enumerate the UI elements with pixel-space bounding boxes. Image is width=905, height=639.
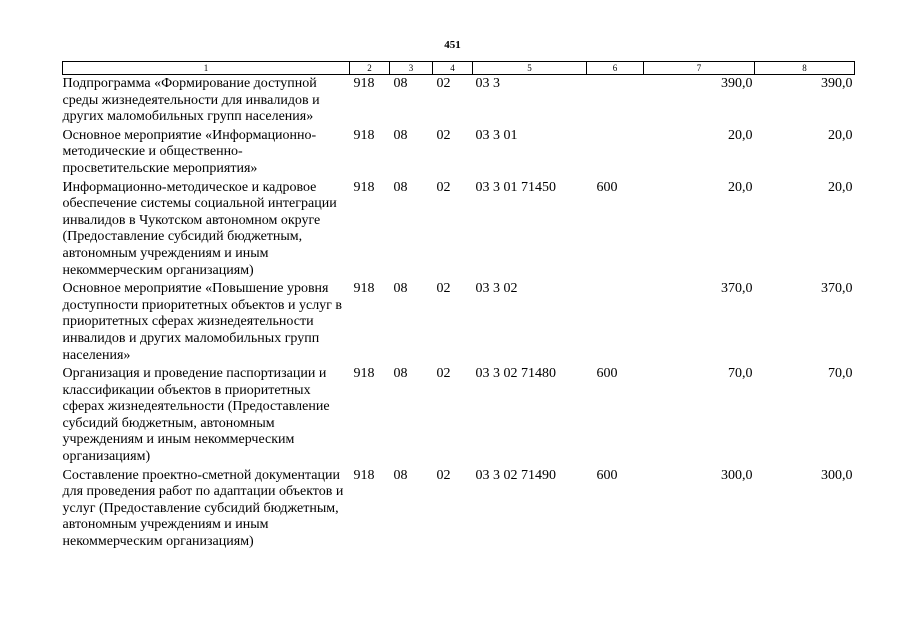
table-body <box>63 75 855 552</box>
row-amount-1: 370,0 <box>721 281 753 297</box>
column-header-5: 5 <box>473 62 587 75</box>
row-section-code: 08 <box>393 76 408 91</box>
row-section-code: 08 <box>393 281 408 297</box>
row-ministry-code: 918 <box>353 179 375 195</box>
row-subsection-code: 02 <box>436 281 451 297</box>
row-name: Подпрограмма «Формирование доступной среды жизнедеятельности для инвалидов и других маломобильных групп населения» <box>62 76 320 125</box>
row-subsection-code: 02 <box>436 76 451 91</box>
column-header-6: 6 <box>587 62 644 75</box>
row-amount-2: 70,0 <box>828 366 853 382</box>
table-row <box>63 127 855 179</box>
row-ministry-code: 918 <box>353 76 375 91</box>
row-amount-2: 370,0 <box>821 281 853 297</box>
row-subsection-code: 02 <box>436 467 451 483</box>
row-expense-type: 600 <box>596 467 618 483</box>
row-amount-1: 70,0 <box>728 366 753 382</box>
table-row <box>63 75 855 127</box>
column-header-3: 3 <box>390 62 433 75</box>
row-expense-type: 600 <box>596 179 618 195</box>
table-row <box>63 280 855 365</box>
row-section-code: 08 <box>393 366 408 382</box>
row-ministry-code: 918 <box>353 467 375 483</box>
row-expense-type <box>587 280 644 365</box>
row-target-code: 03 3 02 <box>475 281 518 297</box>
column-header-4: 4 <box>433 62 473 75</box>
row-amount-1: 300,0 <box>721 467 753 483</box>
row-ministry-code: 918 <box>353 127 375 143</box>
table-row <box>63 365 855 467</box>
column-number-row <box>63 62 855 75</box>
table-header <box>63 62 855 75</box>
row-amount-2: 20,0 <box>828 127 853 143</box>
row-section-code: 08 <box>393 467 408 483</box>
row-name: Основное мероприятие «Повышение уровня доступности приоритетных объектов и услуг в приоритетных сферах жизнедеятельности инвалидов и других маломобильных групп населения» <box>62 281 343 363</box>
row-target-code: 03 3 01 71450 <box>475 179 556 195</box>
row-ministry-code: 918 <box>353 366 375 382</box>
row-ministry-code: 918 <box>353 281 375 297</box>
row-name: Составление проектно-сметной документации для проведения работ по адаптации объектов и услуг (Предоставление субсидий бюджетным, автономным учреждениям и иным некоммерческим организациям) <box>62 467 344 550</box>
row-expense-type: 600 <box>596 366 618 382</box>
row-subsection-code: 02 <box>436 179 451 195</box>
row-amount-2: 300,0 <box>821 467 853 483</box>
row-target-code: 03 3 02 71480 <box>475 366 556 382</box>
row-subsection-code: 02 <box>436 127 451 143</box>
row-name: Информационно-методическое и кадровое обеспечение системы социальной интеграции инвалидов в Чукотском автономном округе (Предоставление субсидий бюджетным, автономным учреждениям и иным некоммерческим организациям) <box>62 179 337 278</box>
column-header-2: 2 <box>350 62 390 75</box>
row-target-code: 03 3 <box>475 76 500 91</box>
row-section-code: 08 <box>393 179 408 195</box>
page-number: 451 <box>444 39 461 51</box>
budget-table <box>62 61 855 552</box>
row-section-code: 08 <box>393 127 408 143</box>
row-name: Организация и проведение паспортизации и классификации объектов в приоритетных сферах жизнедеятельности (Предоставление субсидий бюджетным, автономным учреждениям и иным некоммерческим организациям) <box>62 366 330 465</box>
row-amount-2: 390,0 <box>821 76 853 91</box>
column-header-8: 8 <box>755 62 855 75</box>
row-target-code: 03 3 02 71490 <box>475 467 556 483</box>
row-amount-1: 20,0 <box>728 127 753 143</box>
row-expense-type <box>587 127 644 179</box>
table-row <box>63 179 855 281</box>
row-subsection-code: 02 <box>436 366 451 382</box>
row-target-code: 03 3 01 <box>475 127 518 143</box>
row-amount-2: 20,0 <box>828 179 853 195</box>
row-amount-1: 390,0 <box>721 76 753 91</box>
row-amount-1: 20,0 <box>728 179 753 195</box>
column-header-7: 7 <box>644 62 755 75</box>
column-header-1: 1 <box>63 62 350 75</box>
row-name: Основное мероприятие «Информационно-методические и общественно-просветительские мероприятия» <box>62 127 317 176</box>
table-row <box>63 467 855 552</box>
row-expense-type <box>587 75 644 127</box>
